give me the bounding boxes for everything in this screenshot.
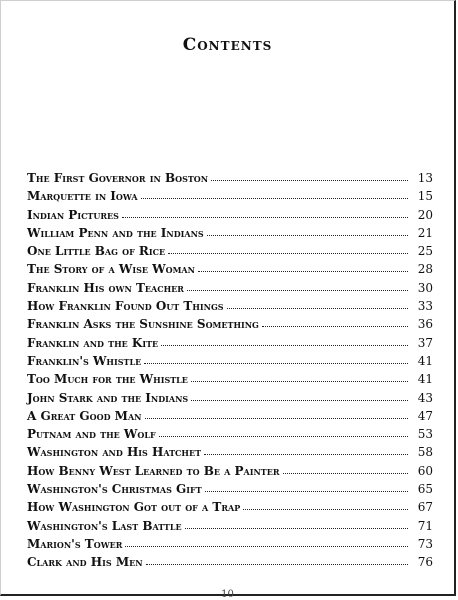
toc-entry <box>27 391 433 409</box>
toc-entry-page: 21 <box>417 225 433 240</box>
dot-leader <box>227 300 408 309</box>
dot-leader <box>191 373 408 382</box>
toc-entry <box>27 244 433 262</box>
toc-entry <box>27 226 433 244</box>
dot-leader <box>243 501 408 510</box>
toc-entry-page: 41 <box>417 353 433 368</box>
toc-entry <box>27 427 433 445</box>
dot-leader <box>205 483 408 492</box>
dot-leader <box>159 428 408 437</box>
toc-entry <box>27 537 433 555</box>
toc-entry-title: How Benny West Learned to Be a Painter <box>27 463 280 478</box>
dot-leader <box>168 245 408 254</box>
toc-entry-page: 36 <box>417 317 433 332</box>
toc-entry-page: 76 <box>417 555 433 570</box>
toc-entry <box>27 281 433 299</box>
toc-entry-page: 41 <box>417 372 433 387</box>
dot-leader <box>283 465 408 474</box>
toc-entry-page: 13 <box>417 171 433 185</box>
toc-entry <box>27 519 433 537</box>
dot-leader <box>146 556 408 565</box>
toc-entry-title: Franklin and the Kite <box>27 335 159 350</box>
toc-entry-page: 73 <box>417 536 433 551</box>
toc-entry <box>27 555 433 573</box>
toc-entry-title: Washington and His Hatchet <box>27 445 202 460</box>
toc-entry-page: 67 <box>417 500 433 515</box>
toc-entry-page: 33 <box>417 299 433 314</box>
toc-entry-title: Clark and His Men <box>27 555 143 570</box>
toc-entry-title: William Penn and the Indians <box>27 225 204 240</box>
dot-leader <box>141 190 408 199</box>
dot-leader <box>187 282 408 291</box>
dot-leader <box>198 263 408 272</box>
toc-entry <box>27 299 433 317</box>
toc-entry-page: 71 <box>417 518 433 533</box>
toc-entry-page: 28 <box>417 262 433 277</box>
toc-entry-title: Franklin His own Teacher <box>27 280 184 295</box>
toc-entry-title: How Washington Got out of a Trap <box>27 500 241 515</box>
toc-entry-page: 60 <box>417 463 433 478</box>
table-of-contents <box>27 171 433 574</box>
toc-entry-page: 58 <box>417 445 433 460</box>
page-number: 10 <box>221 589 234 600</box>
dot-leader <box>145 410 409 419</box>
toc-entry <box>27 372 433 390</box>
page-title: Contents <box>182 35 273 55</box>
toc-entry-page: 20 <box>417 207 433 222</box>
toc-entry-page: 47 <box>417 408 433 423</box>
dot-leader <box>122 209 408 218</box>
toc-entry <box>27 317 433 335</box>
dot-leader <box>204 446 408 455</box>
toc-entry <box>27 336 433 354</box>
toc-entry-title: A Great Good Man <box>27 408 142 423</box>
toc-entry <box>27 445 433 463</box>
toc-entry-title: Washington's Christmas Gift <box>27 482 202 497</box>
toc-entry <box>27 208 433 226</box>
toc-entry-title: The Story of a Wise Woman <box>27 262 195 277</box>
toc-entry <box>27 354 433 372</box>
toc-entry <box>27 409 433 427</box>
toc-entry-title: The First Governor in Boston <box>27 171 209 185</box>
toc-entry-page: 43 <box>417 390 433 405</box>
toc-entry-page: 15 <box>417 189 433 204</box>
toc-entry-page: 53 <box>417 427 433 442</box>
toc-entry-page: 65 <box>417 482 433 497</box>
toc-entry-title: Marion's Tower <box>27 536 123 551</box>
dot-leader <box>144 355 408 364</box>
toc-entry-title: Too Much for the Whistle <box>27 372 188 387</box>
toc-entry <box>27 482 433 500</box>
toc-entry-title: Putnam and the Wolf <box>27 427 156 442</box>
toc-entry <box>27 262 433 280</box>
toc-entry <box>27 189 433 207</box>
toc-entry <box>27 171 433 189</box>
toc-entry-title: John Stark and the Indians <box>27 390 189 405</box>
toc-entry-title: Marquette in Iowa <box>27 189 138 204</box>
toc-entry-page: 37 <box>417 335 433 350</box>
toc-entry-title: Indian Pictures <box>27 207 119 222</box>
dot-leader <box>191 392 408 401</box>
toc-entry-page: 30 <box>417 280 433 295</box>
toc-entry-title: How Franklin Found Out Things <box>27 299 224 314</box>
toc-entry-title: Washington's Last Battle <box>27 518 182 533</box>
dot-leader <box>207 227 408 236</box>
toc-entry-title: Franklin's Whistle <box>27 353 142 368</box>
toc-entry <box>27 500 433 518</box>
toc-entry-title: One Little Bag of Rice <box>27 244 166 259</box>
toc-entry <box>27 464 433 482</box>
dot-leader <box>161 337 408 346</box>
toc-entry-title: Franklin Asks the Sunshine Something <box>27 317 259 332</box>
toc-entry-page: 25 <box>417 244 433 259</box>
dot-leader <box>185 520 408 529</box>
dot-leader <box>125 538 408 547</box>
dot-leader <box>262 318 408 327</box>
dot-leader <box>211 172 408 181</box>
